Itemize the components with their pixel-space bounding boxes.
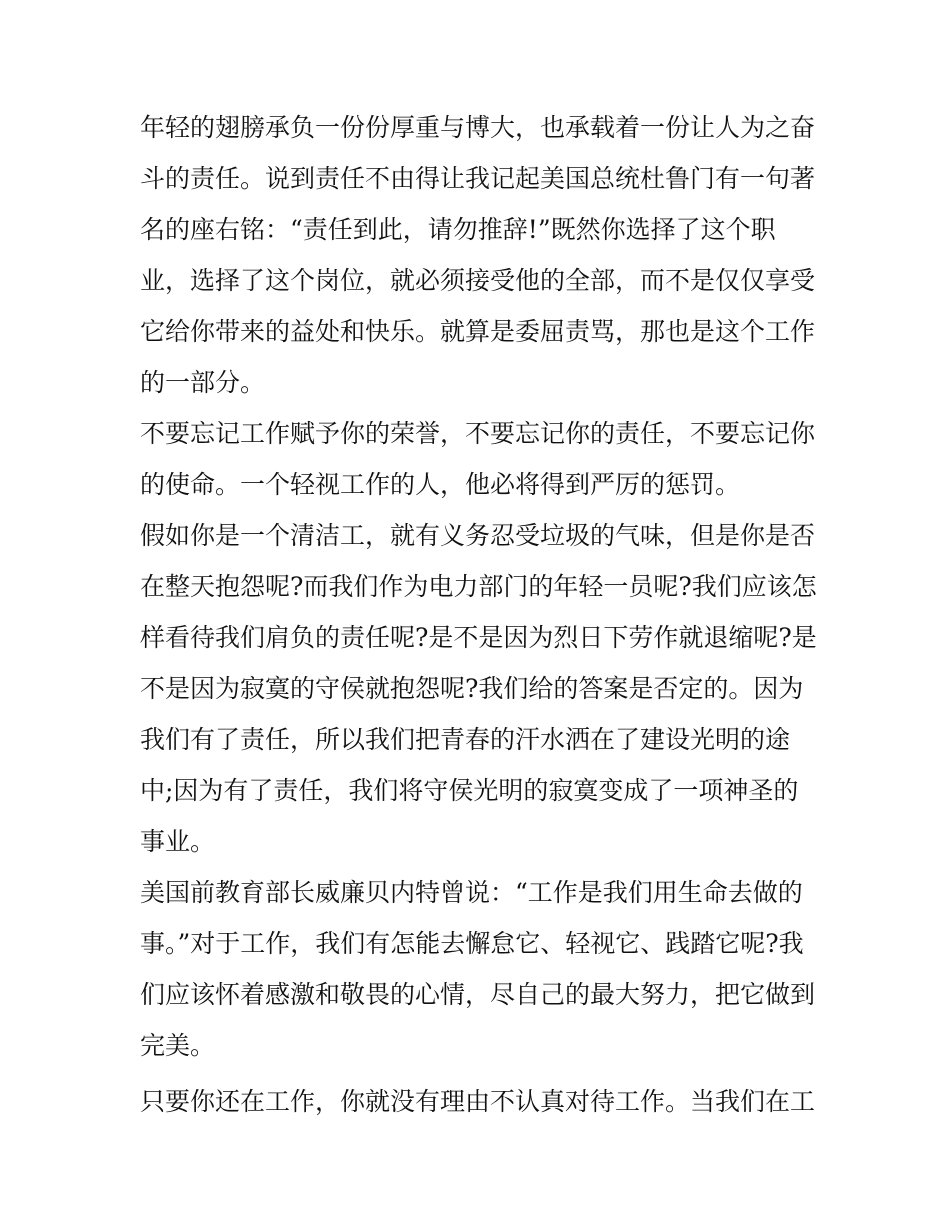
document-body — [140, 102, 815, 1127]
paragraph — [140, 408, 815, 510]
text-line: 斗的责任。说到责任不由得让我记起美国总统杜鲁门有一句著 — [140, 164, 816, 193]
text-line: 假如你是一个清洁工，就有义务忍受垃圾的气味，但是你是否 — [140, 521, 816, 550]
text-line: 美国前教育部长威廉贝内特曾说：“工作是我们用生命去做的 — [140, 878, 803, 907]
text-line: 们应该怀着感激和敬畏的心情，尽自己的最大努力，把它做到 — [140, 980, 816, 1009]
text-line: 事业。 — [140, 827, 216, 856]
text-line: 我们有了责任，所以我们把青春的汗水洒在了建设光明的途 — [140, 725, 791, 754]
text-line: 的一部分。 — [140, 368, 266, 397]
paragraph — [140, 867, 815, 1071]
text-line: 事。”对于工作，我们有怎能去懈怠它、轻视它、践踏它呢?我 — [140, 929, 804, 958]
text-line: 年轻的翅膀承负一份份厚重与博大，也承载着一份让人为之奋 — [140, 113, 816, 142]
text-line: 只要你还在工作，你就没有理由不认真对待工作。当我们在工 — [140, 1087, 816, 1116]
text-line: 业，选择了这个岗位，就必须接受他的全部，而不是仅仅享受 — [140, 266, 816, 295]
paragraph — [140, 102, 815, 408]
text-line: 不要忘记工作赋予你的荣誉，不要忘记你的责任，不要忘记你 — [140, 419, 816, 448]
paragraph — [140, 510, 815, 867]
text-line: 名的座右铭：“责任到此，请勿推辞!”既然你选择了这个职 — [140, 215, 776, 244]
text-line: 的使命。一个轻视工作的人，他必将得到严厉的惩罚。 — [140, 470, 741, 499]
text-line: 中;因为有了责任，我们将守侯光明的寂寞变成了一项神圣的 — [140, 776, 799, 805]
text-line: 在整天抱怨呢?而我们作为电力部门的年轻一员呢?我们应该怎 — [140, 572, 817, 601]
text-line: 它给你带来的益处和快乐。就算是委屈责骂，那也是这个工作 — [140, 317, 816, 346]
text-line: 样看待我们肩负的责任呢?是不是因为烈日下劳作就退缩呢?是 — [140, 623, 817, 652]
paragraph — [140, 1076, 815, 1127]
text-line: 完美。 — [140, 1031, 216, 1060]
text-line: 不是因为寂寞的守侯就抱怨呢?我们给的答案是否定的。因为 — [140, 674, 804, 703]
